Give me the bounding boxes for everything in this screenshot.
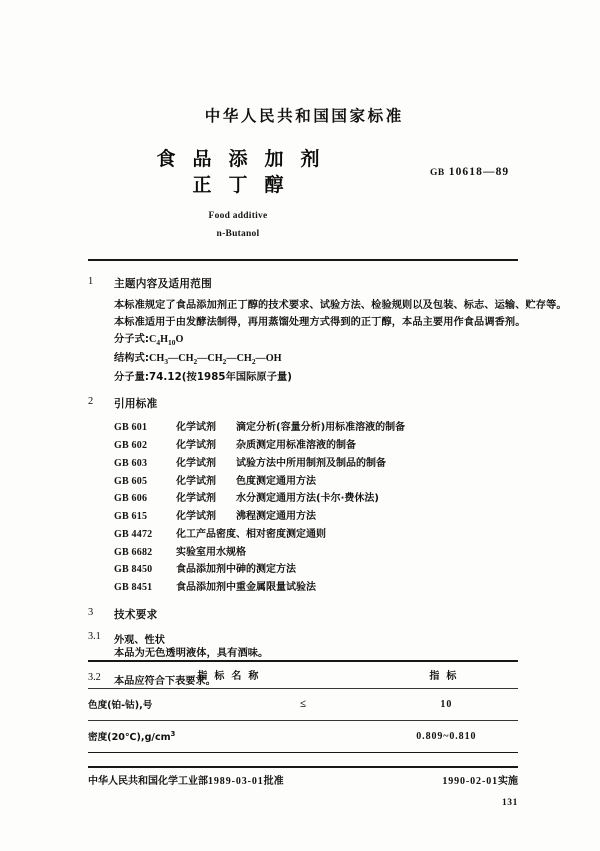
section-1-paragraph-2: 本标准适用于由发酵法制得，再用蒸馏处理方式得到的正丁醇，本品主要用作食品调香剂。 [114,316,526,328]
row-1-name-text: 密度(20℃),g/cm [88,732,171,743]
row-1-operator [231,721,374,752]
molecular-weight-line [114,369,528,387]
standard-item [114,579,528,597]
standard-item-description: 杂质测定用标准溶液的制备 [236,439,356,451]
standard-item-description: 食品添加剂中重金属限量试验法 [176,582,316,594]
molecular-weight-value: 74.12(按1985年国际原子量) [149,371,293,383]
page-number: 131 [501,798,518,808]
section-3-1-number: 3.1 [88,631,101,643]
table-row [88,689,518,720]
standard-number-prefix: GB [430,168,445,178]
section-2-heading [88,396,528,411]
section-1-number: 1 [88,276,94,287]
row-1-name [88,721,231,752]
standard-number [430,166,509,178]
section-3-2-title: 本品应符合下表要求。 [114,675,216,687]
standard-item-description: 水分测定通用方法(卡尔·费休法) [236,493,379,505]
standard-item [114,455,528,473]
standard-item-description: 滴定分析(容量分析)用标准溶液的制备 [236,422,406,434]
standard-item [114,544,528,562]
section-3-number: 3 [88,607,94,619]
standard-item-code: GB 606 [114,493,148,505]
header-divider-rule [88,259,518,261]
standard-item [114,473,528,491]
footer-divider-rule [88,766,518,768]
standard-item-description: 色度测定通用方法 [236,475,316,487]
table-row [88,721,518,752]
section-3-1-title: 外观、性状 [114,635,165,647]
section-3-heading [88,607,528,622]
document-body [88,276,567,687]
standard-item-code: GB 6682 [114,546,153,558]
table-header-value: 指标 [429,671,464,682]
standard-item-code: GB 601 [114,422,148,434]
standard-item-kind: 化学试剂 [176,422,216,434]
standard-item [114,419,528,437]
structural-formula-label: 结构式: [114,352,150,364]
standard-number-value: 10618—89 [448,166,510,178]
footer-approval [88,772,284,787]
row-1-name-superscript: 3 [170,729,176,738]
footer-approve-suffix: 批准 [263,776,284,787]
structural-formula-line [114,350,528,369]
table-bottom-border-row [88,752,518,754]
standard-item-code: GB 8450 [114,564,153,576]
standard-item [114,561,528,579]
footer-approve-date: 1989-03-01 [208,776,264,787]
standard-item-code: GB 615 [114,511,148,523]
nation-title: 中华人民共和国国家标准 [204,107,404,125]
row-0-operator: ≤ [299,698,307,710]
english-title-line2: n-Butanol [216,228,260,239]
section-3-1-heading [88,631,528,646]
standard-item [114,526,528,544]
molecular-weight-label: 分子量: [114,371,150,383]
row-0-value: 10 [440,698,453,710]
footer-issuer: 中华人民共和国化学工业部 [88,776,208,787]
row-0-name: 色度(铂-钴),号 [88,700,153,711]
standard-item-description: 沸程测定通用方法 [236,511,316,523]
standard-item-kind: 化学试剂 [176,493,216,505]
molecular-formula-label: 分子式: [114,334,150,346]
standard-item-description: 试验方法中所用制剂及制品的制备 [236,457,386,469]
standard-item-kind: 化学试剂 [176,439,216,451]
standard-item-code: GB 602 [114,439,148,451]
section-3-2-number: 3.2 [88,671,101,683]
standard-item [114,508,528,526]
section-2-title: 引用标准 [114,398,158,411]
section-3-1-text: 本品为无色透明液体，具有酒味。 [114,648,269,660]
standard-item [114,490,528,508]
standard-item-kind: 化学试剂 [176,511,216,523]
row-1-value: 0.809~0.810 [416,730,477,742]
standard-item-code: GB 4472 [114,528,153,540]
standard-item [114,437,528,455]
structural-formula-value: $CH_3—CH_2—CH_2—CH_2—OH$ [149,352,282,366]
english-title-line1: Food additive [208,211,268,221]
masthead [88,104,518,126]
standard-item-code: GB 603 [114,457,148,469]
section-1-heading [88,276,528,291]
section-3-title: 技术要求 [114,609,158,622]
english-title [88,208,388,243]
document-title-block [88,146,388,198]
specification-table [88,660,518,753]
standard-item-kind: 化学试剂 [176,457,216,469]
section-1-title: 主题内容及适用范围 [114,278,213,290]
document-title-line1: 食品添加剂 [156,148,337,170]
table-header-name: 指标名称 [197,671,266,682]
page-footer [88,772,518,787]
standard-item-description: 实验室用水规格 [176,546,246,558]
standard-item-code: GB 605 [114,475,148,487]
footer-effective-suffix: 实施 [498,776,518,787]
standard-item-description: 化工产品密度、相对密度测定通则 [176,528,326,540]
standard-item-kind: 化学试剂 [176,475,216,487]
molecular-formula-value: $C_4H_{10}O$ [149,334,184,348]
footer-effective-date: 1990-02-01 [442,776,498,787]
document-title-line2: 正丁醇 [192,174,301,197]
standard-item-description: 食品添加剂中砷的测定方法 [176,564,296,576]
standard-item-code: GB 8451 [114,582,153,594]
molecular-formula-line [114,331,528,350]
table-bottom-border [88,752,518,754]
referenced-standards-list [88,419,528,597]
section-1-paragraph-1: 本标准规定了食品添加剂正丁醇的技术要求、试验方法、检验规则以及包装、标志、运输、贮存等。 [114,300,567,311]
section-2-number: 2 [88,396,94,408]
footer-effective [442,772,518,787]
table-header-row [88,662,518,688]
